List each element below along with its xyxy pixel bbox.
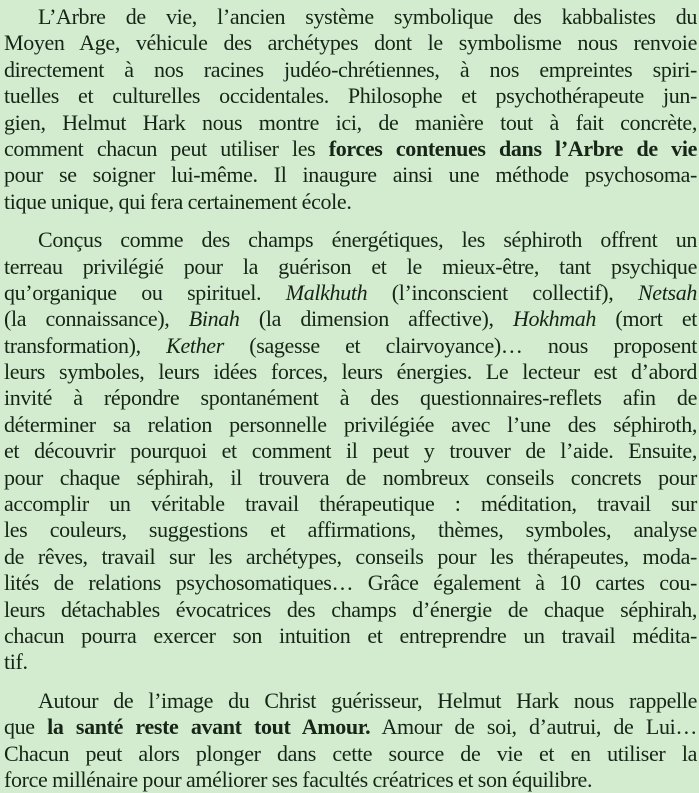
text-segment: déterminer sa relation personnelle privilégiée avec l’une des séphiroth, xyxy=(4,411,697,437)
paragraph xyxy=(4,688,697,793)
text-line xyxy=(4,30,697,56)
text-segment: tique unique, qui fera certainement école. xyxy=(4,188,352,214)
text-segment: (sagesse et clairvoyance)… nous proposent xyxy=(223,332,697,358)
text-segment: Moyen Age, véhicule des archétypes dont le symbolisme nous renvoie xyxy=(4,30,697,56)
text-segment: qu’organique ou spirituel. xyxy=(4,279,286,305)
text-segment: pour chaque séphirah, il trouvera de nombreux conseils concrets pour xyxy=(4,464,697,490)
text-segment: invité à répondre spontanément à des questionnaires-reflets afin de xyxy=(4,385,697,411)
paragraph xyxy=(4,227,697,676)
text-line xyxy=(4,359,697,385)
text-segment: les couleurs, suggestions et affirmations, thèmes, symboles, analyse xyxy=(4,517,697,543)
text-segment: tif. xyxy=(4,649,28,675)
text-line xyxy=(4,57,697,83)
text-segment: terreau privilégié pour la guérison et le mieux-être, tant psychique xyxy=(4,253,697,279)
text-line xyxy=(4,189,697,215)
italic-term: Binah xyxy=(188,306,240,332)
text-line xyxy=(4,741,697,767)
text-line xyxy=(4,714,697,740)
book-back-cover-text xyxy=(4,4,697,793)
italic-term: Malkhuth xyxy=(285,279,368,305)
italic-term: Hokhmah xyxy=(512,306,597,332)
text-line xyxy=(4,385,697,411)
text-line xyxy=(4,162,697,188)
text-line xyxy=(4,623,697,649)
text-segment: L’Arbre de vie, l’ancien système symbolique des kabbalistes du xyxy=(38,4,697,29)
text-segment: Amour de soi, d’autrui, de Lui… xyxy=(370,714,698,740)
text-line xyxy=(4,306,697,332)
text-line xyxy=(4,649,697,675)
text-segment: (la dimension affective), xyxy=(239,306,513,332)
paragraph xyxy=(4,4,697,215)
text-segment: (mort et xyxy=(596,306,697,332)
text-line xyxy=(4,254,697,280)
text-segment: et découvrir pourquoi et comment il peut y trouver de l’aide. Ensuite, xyxy=(4,438,697,464)
text-line xyxy=(4,4,697,30)
text-line xyxy=(4,570,697,596)
text-line xyxy=(4,597,697,623)
text-segment: de rêves, travail sur les archétypes, conseils pour les thérapeutes, moda- xyxy=(4,543,697,569)
text-line xyxy=(4,83,697,109)
text-segment: leurs détachables évocatrices des champs d’énergie de chaque séphirah, xyxy=(4,596,697,622)
text-segment: tuelles et culturelles occidentales. Philosophe et psychothérapeute jun- xyxy=(4,83,697,109)
text-line xyxy=(4,465,697,491)
text-segment: lités de relations psychosomatiques… Grâce également à 10 cartes cou- xyxy=(4,570,697,596)
text-segment: chacun pourra exercer son intuition et entreprendre un travail médita- xyxy=(4,622,697,648)
text-line xyxy=(4,491,697,517)
text-segment: gien, Helmut Hark nous montre ici, de manière tout à fait concrète, xyxy=(4,109,697,135)
italic-term: Netsah xyxy=(637,279,697,305)
paragraph-gap xyxy=(4,676,697,688)
text-segment: force millénaire pour améliorer ses facultés créatrices et son équilibre. xyxy=(4,766,593,792)
bold-emphasis: la santé reste avant tout Amour. xyxy=(47,714,371,740)
text-segment: Chacun peut alors plonger dans cette source de vie et en utiliser la xyxy=(4,740,697,766)
text-line xyxy=(4,544,697,570)
text-line xyxy=(4,767,697,793)
text-segment: transformation), xyxy=(4,332,167,358)
text-line xyxy=(4,280,697,306)
text-segment: que xyxy=(4,714,48,740)
text-line xyxy=(4,688,697,714)
text-segment: accomplir un véritable travail thérapeutique : méditation, travail sur xyxy=(4,491,697,517)
text-line xyxy=(4,136,697,162)
text-segment: leurs symboles, leurs idées forces, leurs énergies. Le lecteur est d’abord xyxy=(4,359,697,385)
text-segment: (la connaissance), xyxy=(4,306,189,332)
text-segment: Conçus comme des champs énergétiques, les séphiroth offrent un xyxy=(38,227,697,253)
text-line xyxy=(4,438,697,464)
text-segment: directement à nos racines judéo-chrétiennes, à nos empreintes spiri- xyxy=(4,56,697,82)
italic-term: Kether xyxy=(166,332,224,358)
text-segment: pour se soigner lui-même. Il inaugure ainsi une méthode psychosoma- xyxy=(4,162,697,188)
bold-emphasis: forces contenues dans l’Arbre de vie xyxy=(328,135,697,161)
text-line xyxy=(4,110,697,136)
text-line xyxy=(4,227,697,253)
text-line xyxy=(4,412,697,438)
text-line xyxy=(4,333,697,359)
text-segment: Autour de l’image du Christ guérisseur, Helmut Hark nous rappelle xyxy=(38,687,697,713)
text-line xyxy=(4,517,697,543)
text-segment: comment chacun peut utiliser les xyxy=(4,135,329,161)
text-segment: (l’inconscient collectif), xyxy=(367,279,638,305)
paragraph-gap xyxy=(4,215,697,227)
